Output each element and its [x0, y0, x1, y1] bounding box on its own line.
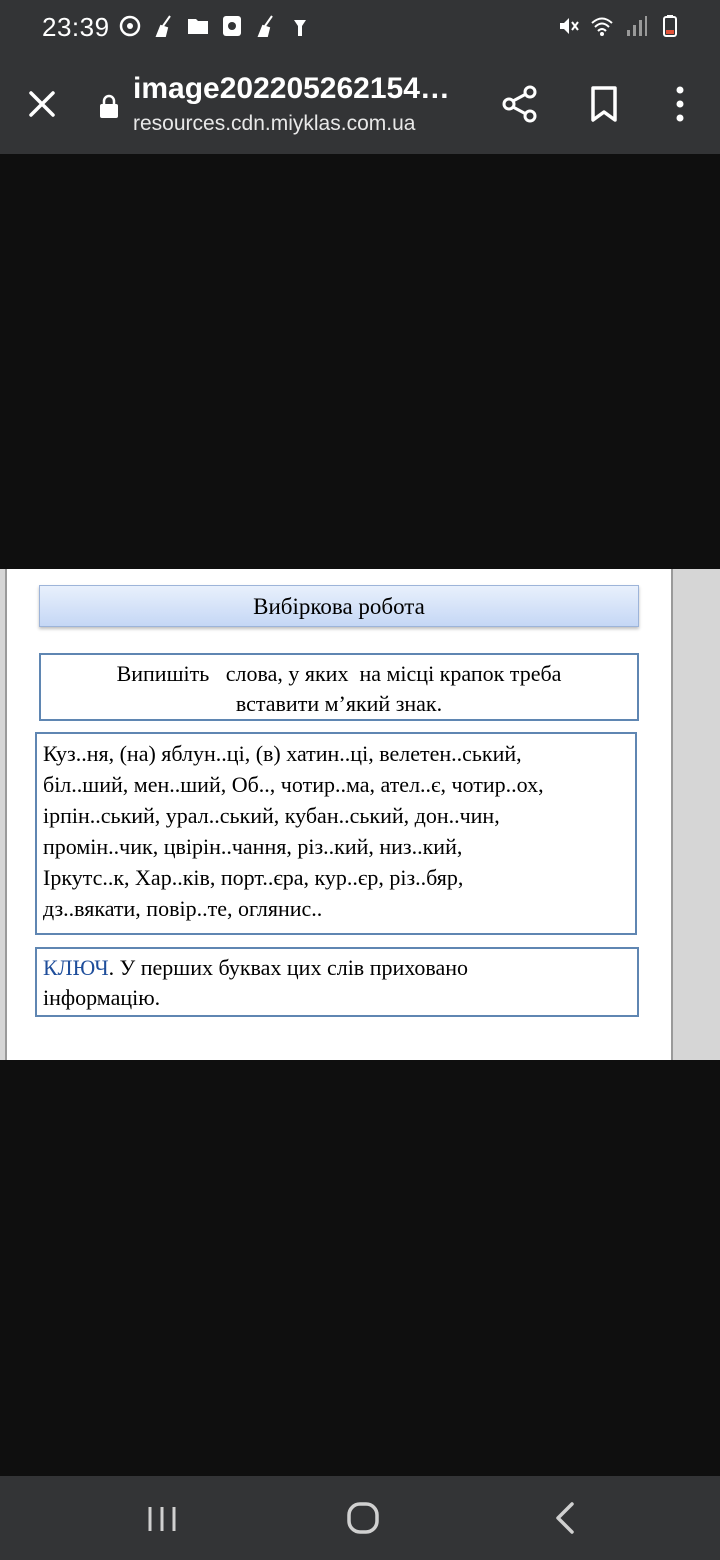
status-icons-right — [556, 14, 682, 38]
broom-icon — [254, 14, 278, 38]
browser-toolbar — [0, 54, 720, 154]
document-page — [5, 569, 673, 1060]
share-icon[interactable] — [500, 84, 540, 124]
heading-text: Вибіркова робота — [253, 594, 425, 619]
key-text: . У перших буквах цих слів приховано — [108, 955, 469, 980]
mute-icon — [556, 14, 580, 38]
back-icon[interactable] — [552, 1500, 578, 1536]
status-time: 23:39 — [42, 12, 110, 42]
navigation-bar — [0, 1476, 720, 1560]
battery-icon — [658, 14, 682, 38]
page-url[interactable]: resources.cdn.miyklas.com.ua — [133, 112, 416, 135]
folder-icon — [186, 14, 210, 38]
words-box — [35, 732, 637, 935]
broom-icon — [152, 14, 176, 38]
task-line-2: вставити м’який знак. — [235, 691, 443, 716]
signal-icon — [624, 14, 648, 38]
status-icons-left — [118, 14, 312, 38]
close-icon[interactable] — [22, 84, 62, 124]
bookmark-icon[interactable] — [586, 84, 622, 124]
key-box — [35, 947, 639, 1017]
key-text-line-2: інформацію. — [43, 985, 161, 1010]
wifi-icon — [590, 14, 614, 38]
task-line-1: Випишіть слова, у яких на місці крапок треба — [116, 661, 562, 686]
recent-apps-icon[interactable] — [146, 1505, 178, 1533]
words-line: дз..вякати, повір..те, оглянис.. — [43, 896, 323, 921]
lock-icon — [98, 94, 120, 118]
task-box — [39, 653, 639, 721]
page-title[interactable]: image202205262154… — [133, 72, 450, 105]
media-icon — [220, 14, 244, 38]
words-line: Іркутс..к, Хар..ків, порт..єра, кур..єр, різ..бяр, — [43, 865, 464, 890]
words-line: промін..чик, цвірін..чання, різ..кий, низ..кий, — [43, 834, 463, 859]
words-line: ірпін..ський, урал..ський, кубан..ський, дон..чин, — [43, 803, 500, 828]
heading-box — [39, 585, 639, 627]
flashlight-icon — [288, 14, 312, 38]
home-icon[interactable] — [345, 1500, 381, 1536]
words-line: Куз..ня, (на) яблун..ці, (в) хатин..ці, велетен..ський, — [43, 741, 522, 766]
key-label: КЛЮЧ — [43, 955, 109, 980]
more-options-icon[interactable] — [664, 84, 696, 124]
document-image[interactable] — [0, 569, 720, 1060]
status-bar — [0, 0, 720, 54]
sync-icon — [118, 14, 142, 38]
words-line: біл..ший, мен..ший, Об.., чотир..ма, ател..є, чотир..ох, — [43, 772, 544, 797]
